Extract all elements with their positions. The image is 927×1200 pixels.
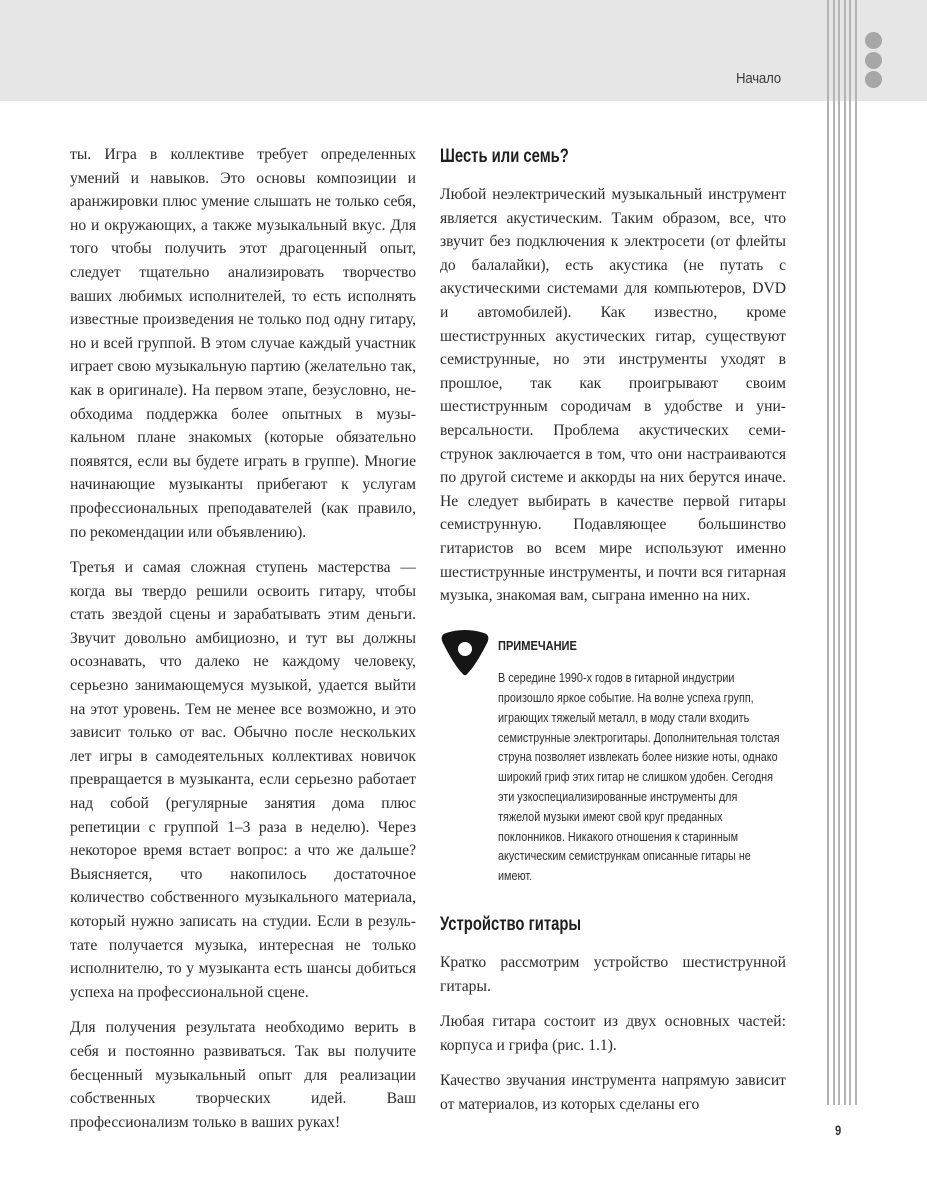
string-line bbox=[844, 0, 846, 1105]
chapter-title: Начало bbox=[736, 70, 781, 87]
dot bbox=[865, 71, 882, 88]
section-heading: Шесть или семь? bbox=[440, 146, 569, 167]
page-number: 9 bbox=[835, 1122, 842, 1138]
dot bbox=[865, 32, 882, 49]
note-body: В середине 1990-х годов в гитарной индустрии произошло яркое событие. На волне успеха групп, играющих тяжелый металл, в моду стали входить семиструнные электрогитары. Дополнительная толстая струна позволяет извлекать более низкие ноты, однако широкий гриф этих гитар не слишком удобен. Сегодня эти узкоспециализированные инструменты для тяжелой музыки имеют свой круг преданных поклонников. Никакого отношения к старинным акустическим семистрункам описанные гитары не имеют. bbox=[498, 671, 780, 884]
string-line bbox=[849, 0, 851, 1105]
string-line bbox=[833, 0, 835, 1105]
paragraph: Любая гитара состоит из двух основных частей: корпуса и грифа (рис. 1.1). bbox=[440, 1013, 786, 1054]
paragraph: Любой неэлектрический музыкальный инструмент является акустическим. Таким образом, все, что звучит без подключения к электросети (от флейты до балалайки), есть акустика (не путать с акустическими системами для компьютеров, DVD и автомобилей). Как известно, кроме шестиструнных акустических гитар, существуют семиструнные, но эти инструменты уходят в прошлое, так как проигрывают своим шестиструнным сородичам в удобстве и универсальности. Проблема акустических семиструнок заключается в том, что они настраиваются по другой системе и аккорды на них берутся иначе. Не следует выбирать в качестве первой гитары семиструнную. Подавляющее большинство гитаристов во всем мире используют именно шестиструнные инструменты, и почти вся гитарная музыка, знакомая вам, сыграна именно на них. bbox=[440, 186, 786, 605]
paragraph: Третья и самая сложная ступень мастерства — когда вы твердо решили освоить гитару, чтобы стать звездой сцены и зарабатывать этим деньги. Звучит довольно амбициозно, и тут вы должны осознавать, что далеко не каждому человеку, серьезно занимающемуся музыкой, удается выйти на этот уровень. Тем не менее все возможно, и это зависит только от вас. Обычно после нескольких лет игры в самодеятельных коллективах новичок превращается в музыканта, если серьезно работает над собой (регулярные занятия дома плюс репетиции с группой 1–3 раза в неделю). Через некоторое время встает вопрос: а что же дальше? Выясняется, что накопилось достаточное количество собственного музыкального материала, который нужно записать на студии. Если в результате получается музыка, интересная не только исполнителю, то у музыканта есть шансы добиться успеха на профессиональной сцене. bbox=[70, 559, 416, 1001]
guitar-pick-icon bbox=[440, 630, 490, 676]
string-line bbox=[827, 0, 829, 1105]
paragraph: ты. Игра в коллективе требует определенных умений и навыков. Это основы композиции и аранжировки плюс умение слышать не только себя, но и окружающих, а также музыкальный вкус. Для того чтобы получить этот драгоценный опыт, следует тщательно анализировать творчество ваших любимых исполнителей, то есть исполнять известные произведения не только под одну гитару, но и всей группой. В этом случае каждый участник играет свою музыкальную партию (желательно так, как в оригинале). На первом этапе, безусловно, необходима поддержка более опытных в музыкальном плане знакомых (которые обязательно появятся, если вы будете играть в группе). Многие начинающие музыканты прибегают к услугам профессиональных преподавателей (как правило, по рекомендации или объявлению). bbox=[70, 146, 416, 541]
right-column bbox=[440, 143, 786, 1129]
note-title: ПРИМЕЧАНИЕ bbox=[498, 637, 577, 653]
paragraph: Качество звучания инструмента напрямую зависит от материалов, из которых сделаны его bbox=[440, 1072, 786, 1114]
note-box bbox=[440, 634, 786, 887]
left-column bbox=[70, 143, 416, 1146]
header-band bbox=[0, 0, 927, 101]
paragraph: Для получения результата необходимо верить в себя и постоянно развиваться. Так вы получите бесценный музыкальный опыт для реализации собственных творческих идей. Ваш профессионализм только в ваших руках! bbox=[70, 1019, 416, 1131]
guitar-strings-icon bbox=[827, 0, 859, 1105]
section-heading: Устройство гитары bbox=[440, 914, 582, 936]
string-line bbox=[838, 0, 840, 1105]
dot bbox=[865, 52, 882, 69]
paragraph: Кратко рассмотрим устройство шестиструнной гитары. bbox=[440, 954, 786, 995]
three-dots-icon bbox=[865, 32, 882, 91]
string-line bbox=[855, 0, 857, 1105]
